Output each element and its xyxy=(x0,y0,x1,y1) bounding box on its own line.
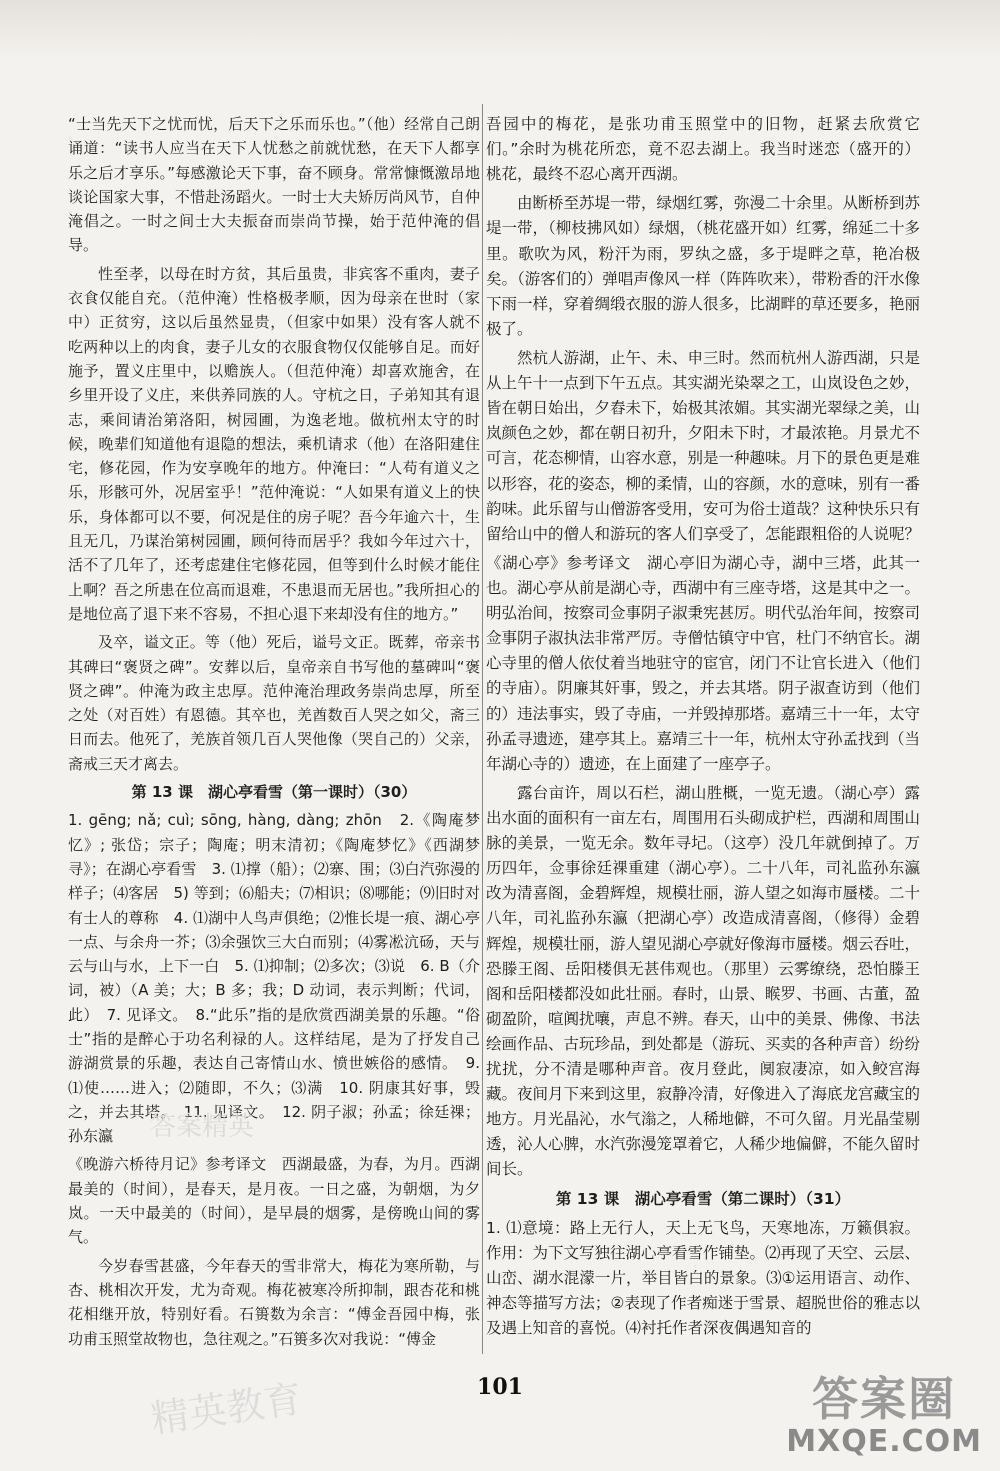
text-paragraph: 然杭人游湖，止午、未、申三时。然而杭州人游西湖，只是从上午十一点到下午五点。其实湖光染翠之工，山岚设色之妙，皆在朝日始出，夕舂未下，始极其浓媚。其实湖光翠绿之美，山岚颜色之妙，都在朝日初升，夕阳未下时，才最浓艳。月景尤不可言，花态柳情，山容水意，别是一种趣味。月下的景色更是难以形容，花的姿态，柳的柔情，山的容颜，水的意味，别有一番韵味。此乐留与山僧游客受用，安可为俗士道哉？这种快乐只有留给山中的僧人和游玩的客人们享受了，怎能跟粗俗的人说呢？ xyxy=(486,348,921,543)
text-paragraph: “士当先天下之忧而忧，后天下之乐而乐也。”（他）经常自己朗诵道：“读书人应当在天下人忧愁之前就忧愁，在天下人都享乐之后才享乐。”每感激论天下事，奋不顾身。常常慷慨激昂地谈论国家大事，不惜赴汤蹈火。一时士大夫矫厉尚风节，自仲淹倡之。一时之间士大夫振奋而崇尚节操，始于范仲淹的倡导。 xyxy=(68,115,480,255)
answer-block: 1. ⑴意境：路上无行人，天上无飞鸟，天寒地冻，万籁俱寂。作用：为下文写独往湖心亭看雪作铺垫。⑵再现了天空、云层、山峦、湖水混濛一片，举目皆白的景象。⑶①运用语言、动作、神态等描写方法；②表现了作者痴迷于雪景、超脱世俗的雅志以及遇上知音的喜悦。⑷衬托作者深夜偶遇知音的 xyxy=(486,1218,921,1338)
text-paragraph: 及卒，谥文正。等（他）死后，谥号文正。既葬，帝亲书其碑曰“褒贤之碑”。安葬以后，皇帝亲自书写他的墓碑叫“褒贤之碑”。仲淹为政主忠厚。范仲淹治理政务崇尚忠厚，所至之处（对百姓）有恩德。其卒也，羌酋数百人哭之如父，斋三日而去。他死了，羌族首领几百人哭他像（哭自己的）父亲，斋戒三天才离去。 xyxy=(68,633,480,773)
watermark-stamp: 答案精英 xyxy=(150,1112,255,1142)
text-paragraph: 吾园中的梅花，是张功甫玉照堂中的旧物，赶紧去欣赏它们。”余时为桃花所恋，竟不忍去湖上。我当时迷恋（盛开的）桃花，最终不忍心离开西湖。 xyxy=(486,115,920,184)
text-paragraph: 《晚游六桥待月记》参考译文 西湖最盛，为春，为月。西湖最美的（时间），是春天，是月夜。一日之盛，为朝烟，为夕岚。一天中最美的（时间），是早晨的烟雾，是傍晚山间的雾气。 xyxy=(68,1155,480,1247)
scan-top-edge xyxy=(0,0,1000,60)
watermark-logo-text: 答案圈 xyxy=(812,1372,957,1426)
watermark-url: MXQE.COM xyxy=(786,1424,982,1459)
text-paragraph: 性至孝，以母在时方贫，其后虽贵，非宾客不重肉，妻子衣食仅能自充。（范仲淹）性格极孝顺，因为母亲在世时（家中）正贫穷，这以后虽然显贵，（但家中如果）没有客人就不吃两种以上的肉食，妻子儿女的衣服食物仅仅能够自足。而好施予，置义庄里中，以赡族人。（但范仲淹）却喜欢施舍，在乡里开设了义庄，来供养同族的人。守杭之日，子弟知其有退志，乘间请治第洛阳，树园圃，为逸老地。做杭州太守的时候，晚辈们知道他有退隐的想法，乘机请求（他）在洛阳建住宅，修花园，作为安享晚年的地方。仲淹曰：“人苟有道义之乐，形骸可外，况居室乎！”范仲淹说：“人如果有道义上的快乐，身体都可以不要，何况是住的房子呢？吾今年逾六十，生且无几，乃谋治第树园圃，顾何待而居乎？我如今年过六十，活不了几年了，还考虑建住宅修花园，但等到什么时候才能住上啊？吾之所患在位高而退难，不患退而无居也。”我所担心的是地位高了退下来不容易，不担心退下来却没有住的地方。” xyxy=(68,264,480,623)
text-paragraph: 由断桥至苏堤一带，绿烟红雾，弥漫二十余里。从断桥到苏堤一带，（柳枝拂风如）绿烟，（桃花盛开如）红雾，绵延二十多里。歌吹为风，粉汗为雨，罗纨之盛，多于堤畔之草，艳冶极矣。（游客们的）弹唱声像风一样（阵阵吹来），带粉香的汗水像下雨一样，穿着绸缎衣服的游人很多，比湖畔的草还要多，艳丽极了。 xyxy=(486,194,921,338)
section-heading-13a: 第 13 课 湖心亭看雪（第一课时）（30） xyxy=(131,783,417,802)
left-column xyxy=(68,112,480,1355)
text-paragraph: 今岁春雪甚盛，今年春天的雪非常大，梅花为寒所勒，与杏、桃相次开发，尤为奇观。梅花被寒冷所抑制，跟杏花和桃花相继开放，特别好看。石篑数为余言：“傅金吾园中梅，张功甫玉照堂故物也，急往观之。”石篑多次对我说：“傅金 xyxy=(68,1256,480,1348)
right-column xyxy=(486,112,920,1345)
site-watermark-logo xyxy=(786,1374,982,1459)
answer-block: 1. gēng; nǎ; cuì; sōng, hàng, dàng; zhōn 2.《陶庵梦忆》; 张岱；宗子；陶庵；明末清初；《陶庵梦忆》《西湖梦寻》；在湖心亭看雪 3. ⑴撑（船）；⑵寨、围；⑶白汽弥漫的样子；⑷客居 5) 等到；⑹船夫；⑺相识；⑻哪能；⑼旧时对有士人的尊称 4. ⑴湖中人鸟声俱绝；⑵惟长堤一痕、湖心亭一点、与余舟一芥；⑶余强饮三大白而别；⑷雾凇沆砀，天与云与山与水，上下一白 5. ⑴抑制；⑵多次；⑶说 6. B（介词，被）（A 美；大；B 多；我；D 动词，表示判断；代词，此） 7. 见译文。 8.“此乐”指的是欣赏西湖美景的乐趣。“俗士”指的是醉心于功名利禄的人。这样结尾，是为了抒发自己游湖赏景的乐趣，表达自己寄情山水、愤世嫉俗的感情。 9. ⑴使……进入；⑵随即，不久；⑶满 10. 阴康其好事，毁之，并去其塔。 11. 见译文。 12. 阴子淑；孙孟；徐廷祼；孙东瀛 xyxy=(68,811,480,1146)
text-paragraph: 《湖心亭》参考译文 湖心亭旧为湖心寺，湖中三塔，此其一也。湖心亭从前是湖心寺，西湖中有三座寺塔，这是其中之一。明弘治间，按察司佥事阴子淑秉宪甚厉。明代弘治年间，按察司佥事阴子淑执法非常严厉。寺僧怙镇守中官，杜门不纳官长。湖心寺里的僧人依仗着当地驻守的宦官，闭门不让官长进入（他们的寺庙）。阴廉其奸事，毁之，并去其塔。阴子淑查访到（他们的）违法事实，毁了寺庙，一并毁掉那塔。嘉靖三十一年，太守孙孟寻遗迹，建亭其上。嘉靖三十一年，杭州太守孙孟找到（当年湖心寺的）遗迹，在上面建了一座亭子。 xyxy=(486,553,921,773)
text-paragraph: 露台亩许，周以石栏，湖山胜概，一览无遗。（湖心亭）露出水面的面积有一亩左右，周围用石头砌成护栏，西湖和周围山脉的美景，一览无余。数年寻圮。（这亭）没几年就倒掉了。万历四年，佥事徐廷祼重建（湖心亭）。二十八年，司礼监孙东瀛改为清喜阁，金碧辉煌，规模壮丽，游人望之如海市蜃楼。二十八年，司礼监孙东瀛（把湖心亭）改造成清喜阁，（修得）金碧辉煌，规模壮丽，游人望见湖心亭就好像海市蜃楼。烟云吞吐，恐滕王阁、岳阳楼俱无甚伟观也。（那里）云雾缭绕，恐怕滕王阁和岳阳楼都没如此壮丽。春时，山景、睺罗、书画、古董，盈砌盈阶，喧阗扰嚷，声息不辨。春天，山中的美景、佛像、书法绘画作品、古玩珍品，到处都是（游玩、买卖的各种声音）纷纷扰扰，分不清是哪种声音。夜月登此，阒寂凄凉，如入鲛宫海藏。夜间月下来到这里，寂静冷清，好像进入了海底龙宫藏宝的地方。月光晶沁，水气滃之，人稀地僻，不可久留。月光晶莹剔透，沁人心脾，水汽弥漫笼罩着它，人稀少地偏僻，不能久留时间长。 xyxy=(486,783,921,1179)
column-divider xyxy=(482,104,483,1354)
page-number: 101 xyxy=(477,1374,523,1400)
watermark-stamp: 精英教育 xyxy=(148,1376,305,1442)
section-heading-13b: 第 13 课 湖心亭看雪（第二课时）（31） xyxy=(555,1189,851,1208)
